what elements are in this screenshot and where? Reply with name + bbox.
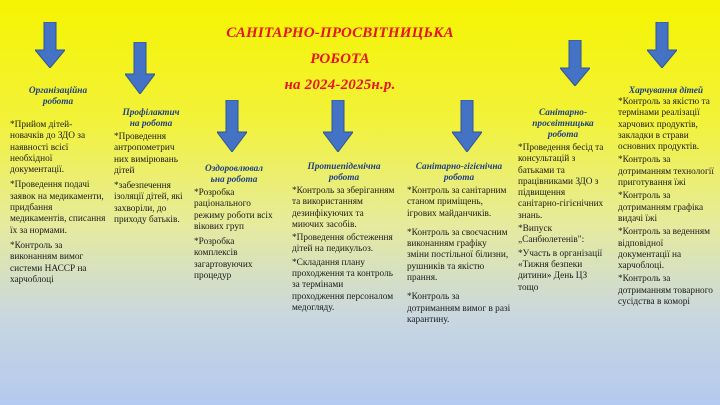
list-item: *Контроль за веденням відповідної документації на харчоблоці. (618, 227, 710, 272)
column-antiepidemic (292, 162, 396, 316)
column-heading: Профілактич на робота (122, 108, 180, 129)
title-line-1: САНІТАРНО-ПРОСВІТНИЦЬКА (226, 25, 454, 41)
list-item: *Контроль за якістю та термінами реалізації харчових продуктів, закладки в страви основних продуктів. (618, 97, 710, 153)
list-item: *Проведення подачі заявок на медикаменти, придбання медикаментів, списання їх за нормами. (10, 180, 106, 236)
column-health (194, 164, 274, 286)
list-item: *забезпечення ізоляції дітей, які захворіли, до приходу батьків. (114, 181, 183, 226)
arrow-down-icon (35, 22, 65, 68)
arrow-down-icon (125, 42, 155, 94)
column-heading: Протиепідемічна робота (307, 162, 381, 183)
arrow-down-icon (560, 40, 590, 86)
list-item: *Контроль за дотриманням вимог в разі карантину. (407, 292, 511, 325)
list-item: *Контроль за дотриманням графіка видачі їжі (618, 191, 704, 224)
list-item: *Контроль за дотриманням товарного сусідства в коморі (618, 274, 713, 308)
column-organizational (10, 86, 106, 290)
list-item: *Проведення антропометрич них вимірювань дітей (114, 132, 178, 176)
list-item: *Контроль за своєчасним виконанням графіку зміни постільної білизни, рушників та якістю прання. (407, 227, 509, 284)
list-item: *Випуск „Санбюлетенів": (518, 224, 585, 246)
column-sanitary-hygienic (407, 162, 511, 330)
arrow-down-icon (323, 100, 353, 152)
arrow-down-icon (452, 100, 482, 152)
list-item: *Розробка комплексів загартовуючих процедур (194, 237, 253, 282)
title-line-3: на 2024-2025н.р. (284, 77, 396, 93)
list-item: *Прийом дітей-новачків до ЗДО за наявності всієї необхідної документації. (10, 120, 86, 176)
slide-title (180, 20, 500, 98)
arrow-down-icon (647, 22, 677, 68)
list-item: *Проведення бесід та консультацій з батьками та працівниками ЗДО з підвищення санітарно-гігієнічних знань. (518, 143, 604, 221)
list-item: *Складання плану проходження та контроль за термінами проходження персоналом медогляду. (292, 257, 394, 313)
list-item: *Проведення обстеження дітей на педикульоз. (292, 233, 393, 255)
column-heading: Харчування дітей (628, 86, 704, 96)
column-heading: Організаційна робота (28, 86, 88, 107)
column-sanitary-educational (518, 108, 608, 296)
column-heading: Оздоровлювал ьна робота (205, 164, 263, 185)
column-preventive (114, 108, 188, 230)
list-item: *Контроль за санітарним станом приміщень, ігрових майданчиків. (407, 186, 507, 219)
list-item: *Контроль за виконанням вимог системи НАССР на харчоблоці (10, 240, 87, 285)
column-heading: Санітарно-гігієнічна робота (415, 162, 503, 183)
column-nutrition (618, 86, 714, 310)
title-line-2: РОБОТА (310, 51, 370, 67)
column-heading: Санітарно- просвітницька робота (532, 108, 594, 140)
list-item: *Розробка раціонального режиму роботи всіх вікових груп (194, 188, 273, 232)
list-item: *Контроль за зберіганням та використанням дезинфікуючих та миючих засобів. (292, 186, 395, 230)
list-item: *Контроль за дотриманням технології приготування їжі (618, 155, 714, 189)
arrow-down-icon (217, 100, 247, 152)
list-item: *Участь в організації «Тижня безпеки дитини» День ЦЗ тощо (518, 248, 603, 293)
